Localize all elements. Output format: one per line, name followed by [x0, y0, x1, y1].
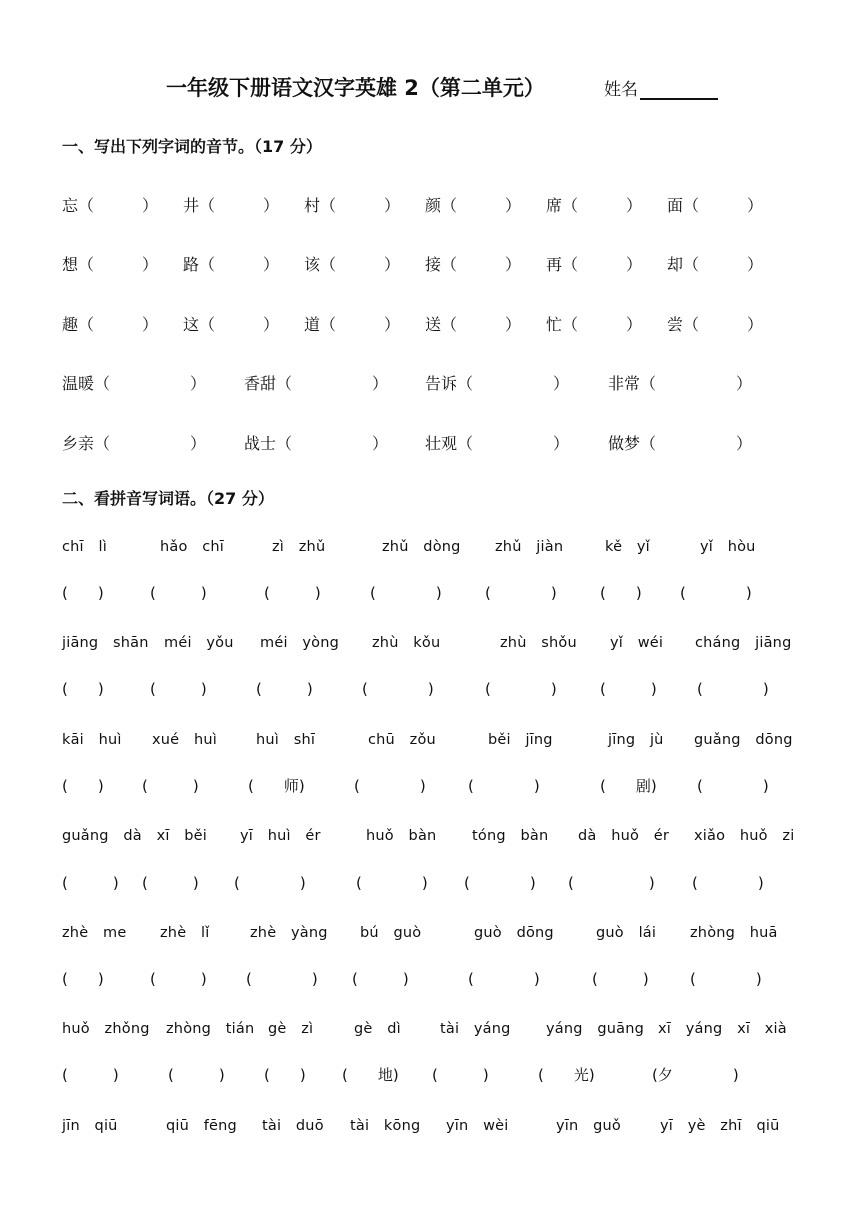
- pinyin-word: xiǎo huǒ zi: [694, 828, 795, 844]
- pinyin-word: jīng jù: [608, 732, 664, 748]
- pinyin-word: tài duō: [262, 1118, 324, 1134]
- char-item: 尝（ ）: [667, 315, 764, 334]
- pinyin-word: zhù shǒu: [500, 635, 577, 651]
- answer-blank[interactable]: ( 剧): [600, 777, 657, 795]
- word-item: 温暖（ ）: [62, 374, 207, 393]
- answer-blank[interactable]: ( ): [468, 777, 540, 795]
- answer-blank[interactable]: ( ): [697, 680, 769, 698]
- pinyin-word: dà huǒ ér: [578, 828, 670, 844]
- char-item: 席（ ）: [546, 196, 643, 215]
- answer-blank[interactable]: ( ): [246, 970, 318, 988]
- answer-blank[interactable]: (夕 ): [652, 1066, 739, 1084]
- answer-blank[interactable]: ( 光): [538, 1066, 595, 1084]
- word-item: 做梦（ ）: [608, 434, 753, 453]
- pinyin-word: cháng jiāng: [695, 635, 792, 651]
- answer-blank[interactable]: ( ): [62, 1066, 119, 1084]
- pinyin-word: yī yè zhī qiū: [660, 1118, 780, 1134]
- char-item: 井（ ）: [183, 196, 280, 215]
- pinyin-word: yǐ wéi: [610, 635, 664, 651]
- name-label: 姓名: [604, 80, 638, 100]
- pinyin-word: zhòng huā: [690, 925, 778, 941]
- answer-blank[interactable]: ( ): [485, 584, 557, 602]
- answer-blank[interactable]: ( ): [234, 874, 306, 892]
- pinyin-word: bú guò: [360, 925, 422, 941]
- pinyin-word: tài yáng: [440, 1021, 511, 1037]
- answer-blank[interactable]: ( ): [354, 777, 426, 795]
- answer-blank[interactable]: ( ): [62, 680, 104, 698]
- char-item: 想（ ）: [62, 255, 159, 274]
- answer-blank[interactable]: ( 地): [342, 1066, 399, 1084]
- pinyin-word: yáng guāng: [546, 1021, 645, 1037]
- pinyin-word: xué huì: [152, 732, 218, 748]
- answer-blank[interactable]: ( ): [362, 680, 434, 698]
- word-item: 乡亲（ ）: [62, 434, 207, 453]
- pinyin-word: yǐ hòu: [700, 539, 756, 555]
- char-item: 这（ ）: [183, 315, 280, 334]
- answer-blank[interactable]: ( ): [680, 584, 752, 602]
- char-item: 再（ ）: [546, 255, 643, 274]
- pinyin-word: jīn qiū: [62, 1118, 118, 1134]
- pinyin-word: zhǔ jiàn: [495, 539, 564, 555]
- answer-blank[interactable]: ( ): [264, 1066, 306, 1084]
- pinyin-word: zhè lǐ: [160, 925, 210, 941]
- pinyin-word: qiū fēng: [166, 1118, 237, 1134]
- answer-blank[interactable]: ( ): [62, 970, 104, 988]
- pinyin-word: chū zǒu: [368, 732, 436, 748]
- pinyin-word: chī lì: [62, 539, 107, 555]
- char-item: 道（ ）: [304, 315, 401, 334]
- answer-blank[interactable]: ( ): [697, 777, 769, 795]
- pinyin-word: yīn wèi: [446, 1118, 509, 1134]
- section2-heading: 二、看拼音写词语。（27 分）: [62, 489, 274, 508]
- answer-blank[interactable]: ( ): [600, 680, 657, 698]
- word-item: 壮观（ ）: [425, 434, 570, 453]
- word-item: 香甜（ ）: [244, 374, 389, 393]
- answer-blank[interactable]: ( ): [690, 970, 762, 988]
- char-item: 面（ ）: [667, 196, 764, 215]
- pinyin-word: gè dì: [354, 1021, 401, 1037]
- name-blank-line: [640, 80, 718, 100]
- pinyin-word: jiāng shān: [62, 635, 149, 651]
- word-item: 非常（ ）: [608, 374, 753, 393]
- pinyin-word: hǎo chī: [160, 539, 225, 555]
- pinyin-word: zhè yàng: [250, 925, 328, 941]
- answer-blank[interactable]: ( ): [150, 584, 207, 602]
- pinyin-word: xī yáng xī xià: [658, 1021, 787, 1037]
- char-item: 忙（ ）: [546, 315, 643, 334]
- pinyin-word: kāi huì: [62, 732, 122, 748]
- section1-heading: 一、写出下列字词的音节。（17 分）: [62, 137, 322, 156]
- pinyin-word: yīn guǒ: [556, 1118, 621, 1134]
- answer-blank[interactable]: ( ): [370, 584, 442, 602]
- answer-blank[interactable]: ( ): [62, 874, 119, 892]
- pinyin-word: gè zì: [268, 1021, 314, 1037]
- pinyin-word: yī huì ér: [240, 828, 321, 844]
- answer-blank[interactable]: ( ): [432, 1066, 489, 1084]
- pinyin-word: guò dōng: [474, 925, 554, 941]
- pinyin-word: guǎng dà xī běi: [62, 828, 208, 844]
- answer-blank[interactable]: ( ): [592, 970, 649, 988]
- answer-blank[interactable]: ( ): [150, 970, 207, 988]
- pinyin-word: zhè me: [62, 925, 127, 941]
- pinyin-word: kě yǐ: [605, 539, 650, 555]
- pinyin-word: guò lái: [596, 925, 657, 941]
- answer-blank[interactable]: ( ): [62, 777, 104, 795]
- pinyin-word: huì shī: [256, 732, 316, 748]
- answer-blank[interactable]: ( ): [352, 970, 409, 988]
- char-item: 村（ ）: [304, 196, 401, 215]
- answer-blank[interactable]: ( ): [692, 874, 764, 892]
- pinyin-word: guǎng dōng: [694, 732, 793, 748]
- char-item: 路（ ）: [183, 255, 280, 274]
- answer-blank[interactable]: ( ): [356, 874, 428, 892]
- char-item: 该（ ）: [304, 255, 401, 274]
- answer-blank[interactable]: ( ): [485, 680, 557, 698]
- char-item: 却（ ）: [667, 255, 764, 274]
- pinyin-word: méi yǒu: [164, 635, 234, 651]
- name-field: [604, 75, 718, 100]
- answer-blank[interactable]: ( ): [600, 584, 642, 602]
- answer-blank[interactable]: ( ): [168, 1066, 225, 1084]
- answer-blank[interactable]: ( ): [568, 874, 655, 892]
- answer-blank[interactable]: ( ): [464, 874, 536, 892]
- char-item: 送（ ）: [425, 315, 522, 334]
- pinyin-word: zhòng tián: [166, 1021, 255, 1037]
- answer-blank[interactable]: ( ): [142, 777, 199, 795]
- answer-blank[interactable]: ( ): [256, 680, 313, 698]
- answer-blank[interactable]: ( ): [142, 874, 199, 892]
- page-title: 一年级下册语文汉字英雄 2（第二单元）: [166, 76, 545, 100]
- pinyin-word: tóng bàn: [472, 828, 549, 844]
- pinyin-word: zhù kǒu: [372, 635, 441, 651]
- word-item: 战士（ ）: [244, 434, 389, 453]
- pinyin-word: tài kōng: [350, 1118, 421, 1134]
- char-item: 颜（ ）: [425, 196, 522, 215]
- char-item: 趣（ ）: [62, 315, 159, 334]
- answer-blank[interactable]: ( ): [150, 680, 207, 698]
- answer-blank[interactable]: ( ): [62, 584, 104, 602]
- char-item: 接（ ）: [425, 255, 522, 274]
- answer-blank[interactable]: ( ): [468, 970, 540, 988]
- word-item: 告诉（ ）: [425, 374, 570, 393]
- answer-blank[interactable]: ( 师): [248, 777, 305, 795]
- answer-blank[interactable]: ( ): [264, 584, 321, 602]
- pinyin-word: běi jīng: [488, 732, 553, 748]
- pinyin-word: huǒ bàn: [366, 828, 437, 844]
- pinyin-word: méi yòng: [260, 635, 340, 651]
- pinyin-word: zì zhǔ: [272, 539, 326, 555]
- char-item: 忘（ ）: [62, 196, 159, 215]
- pinyin-word: huǒ zhǒng: [62, 1021, 150, 1037]
- pinyin-word: zhǔ dòng: [382, 539, 461, 555]
